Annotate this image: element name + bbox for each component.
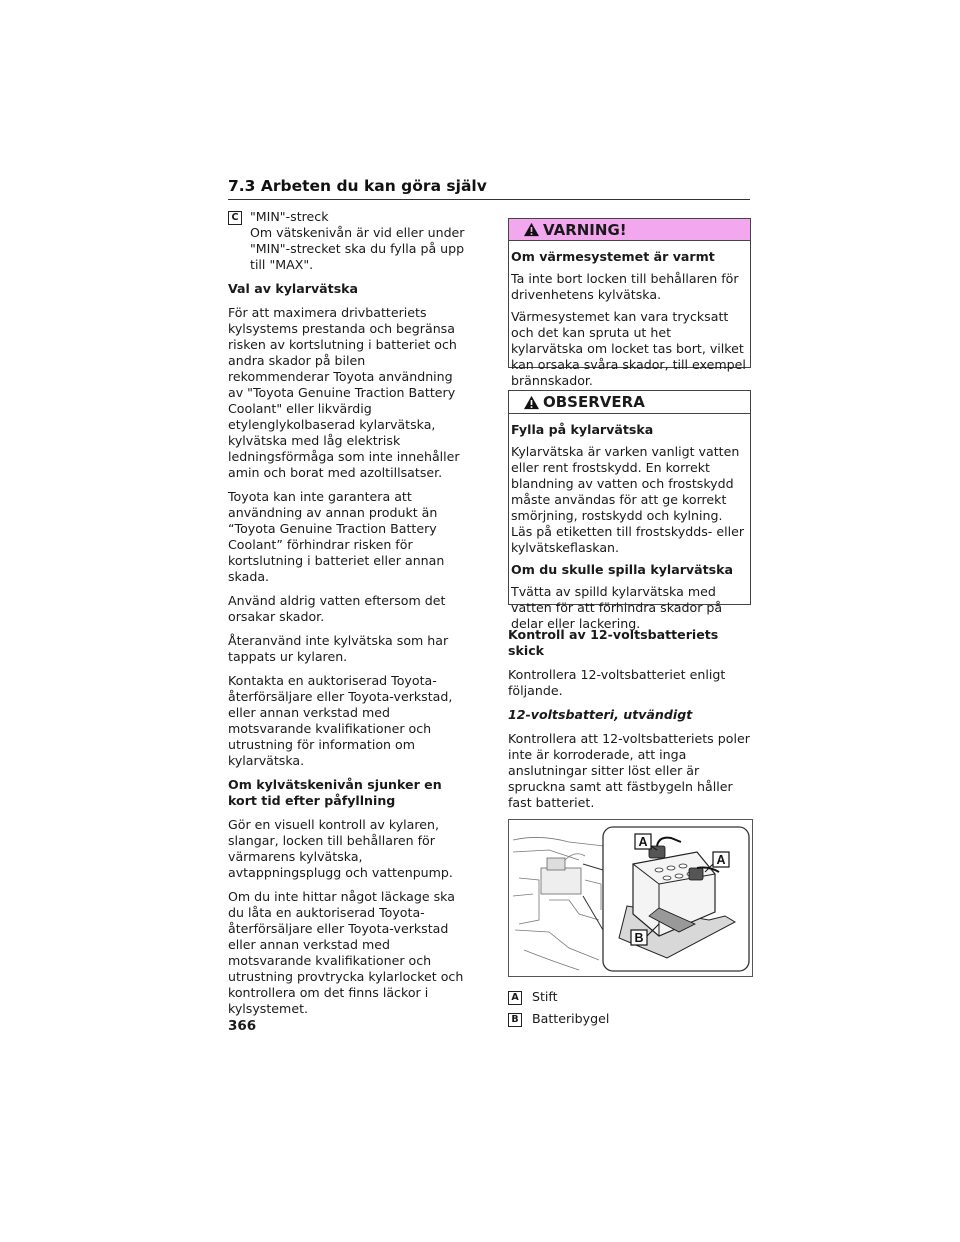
legend-item-b: [508, 1011, 751, 1031]
battery-illustration: [508, 819, 753, 977]
paragraph: Kylarvätska är varken vanligt vatten eller rent frostskydd. En korrekt blandning av vatten och frostskydd måste användas för att ge korrekt smörjning, rostskydd och kylning. Läs på etiketten till frostskydds- eller kylvätskeflaskan.: [511, 444, 745, 555]
warning-box: [508, 218, 751, 388]
paragraph: Tvätta av spilld kylarvätska med vatten för att förhindra skador på delar eller lackering.: [511, 584, 723, 631]
paragraph: Återanvänd inte kylvätska som har tappats ur kylaren.: [228, 633, 449, 664]
callout-c: [228, 209, 470, 273]
notice-header: [509, 391, 750, 414]
heading-battery-check: Kontroll av 12-voltsbatteriets skick: [508, 627, 719, 658]
legend-text: Stift: [532, 989, 558, 1004]
warning-title: VARNING!: [543, 220, 627, 239]
section-header: 7.3 Arbeten du kan göra själv: [228, 177, 750, 200]
page-number: 366: [228, 1018, 257, 1034]
callout-marker-c: C: [228, 211, 242, 225]
paragraph: Toyota kan inte garantera att användning av annan produkt än “Toyota Genuine Traction Battery Coolant” förhindrar risken för kortslutning i batteriet eller annan skada.: [228, 489, 445, 584]
callout-c-text: Om vätskenivån är vid eller under "MIN"-strecket ska du fylla på upp till "MAX".: [250, 225, 465, 272]
warning-body: [509, 241, 750, 389]
paragraph: Gör en visuell kontroll av kylaren, slangar, locken till behållaren för värmarens kylvätska, avtappningsplugg och vattenpump.: [228, 817, 453, 880]
notice-body: [509, 414, 750, 632]
notice-title: OBSERVERA: [543, 393, 645, 411]
paragraph: Kontrollera 12-voltsbatteriet enligt följande.: [508, 667, 726, 698]
paragraph: Kontrollera att 12-voltsbatteriets poler inte är korroderade, att inga anslutningar sitter löst eller är spruckna samt att fästbygeln håller fast batteriet.: [508, 731, 750, 810]
notice-heading-1: Fylla på kylarvätska: [511, 422, 654, 437]
legend-item-a: [508, 989, 751, 1009]
figure-label-a: A: [716, 853, 726, 867]
paragraph: Värmesystemet kan vara trycksatt och det kan spruta ut het kylarvätska om locket tas bort, vilket kan orsaka svåra skador, till exempel brännskador.: [511, 309, 746, 388]
subheading-battery-exterior: 12-voltsbatteri, utvändigt: [508, 707, 693, 722]
paragraph: Om du inte hittar något läckage ska du låta en auktoriserad Toyota-återförsäljare eller Toyota-verkstad eller annan verkstad med motsvarande kvalifikationer och utrustning provtrycka kylarlocket och kontrollera om det finns läckor i kylsystemet.: [228, 889, 464, 1016]
paragraph: För att maximera drivbatteriets kylsystems prestanda och begränsa risken av kortslutning i batteriet och andra skador på bilen rekommenderar Toyota användning av "Toyota Genuine Traction Battery Coolant" eller likvärdig etylenglykolbaserad kylarvätska, kylvätska med låg elektrisk ledningsförmåga som inte innehåller amin och borat med azoltillsatser.: [228, 305, 460, 480]
left-column: [228, 209, 470, 1025]
battery-drawing: [509, 820, 752, 976]
paragraph: Använd aldrig vatten eftersom det orsakar skador.: [228, 593, 446, 624]
callout-c-title: "MIN"-streck: [250, 209, 329, 224]
heading-coolant-drop: Om kylvätskenivån sjunker en kort tid efter påfyllning: [228, 777, 442, 808]
figure-label-a: A: [638, 835, 648, 849]
legend-marker-b: B: [508, 1013, 522, 1027]
notice-heading-2: Om du skulle spilla kylarvätska: [511, 562, 734, 577]
right-column: [508, 218, 751, 1033]
legend-text: Batteribygel: [532, 1011, 610, 1026]
notice-triangle-icon: [523, 395, 540, 410]
warning-header: [509, 219, 750, 241]
heading-choice-coolant: Val av kylarvätska: [228, 281, 359, 296]
figure-label-b: B: [634, 931, 644, 945]
notice-box: [508, 390, 751, 631]
legend-marker-a: A: [508, 991, 522, 1005]
paragraph: Ta inte bort locken till behållaren för drivenhetens kylvätska.: [511, 271, 739, 302]
warning-heading: Om värmesystemet är varmt: [511, 249, 715, 264]
paragraph: Kontakta en auktoriserad Toyota-återförsäljare eller Toyota-verkstad, eller annan verkstad med motsvarande kvalifikationer och utrustning för information om kylarvätska.: [228, 673, 453, 768]
warning-triangle-icon: [523, 222, 540, 237]
